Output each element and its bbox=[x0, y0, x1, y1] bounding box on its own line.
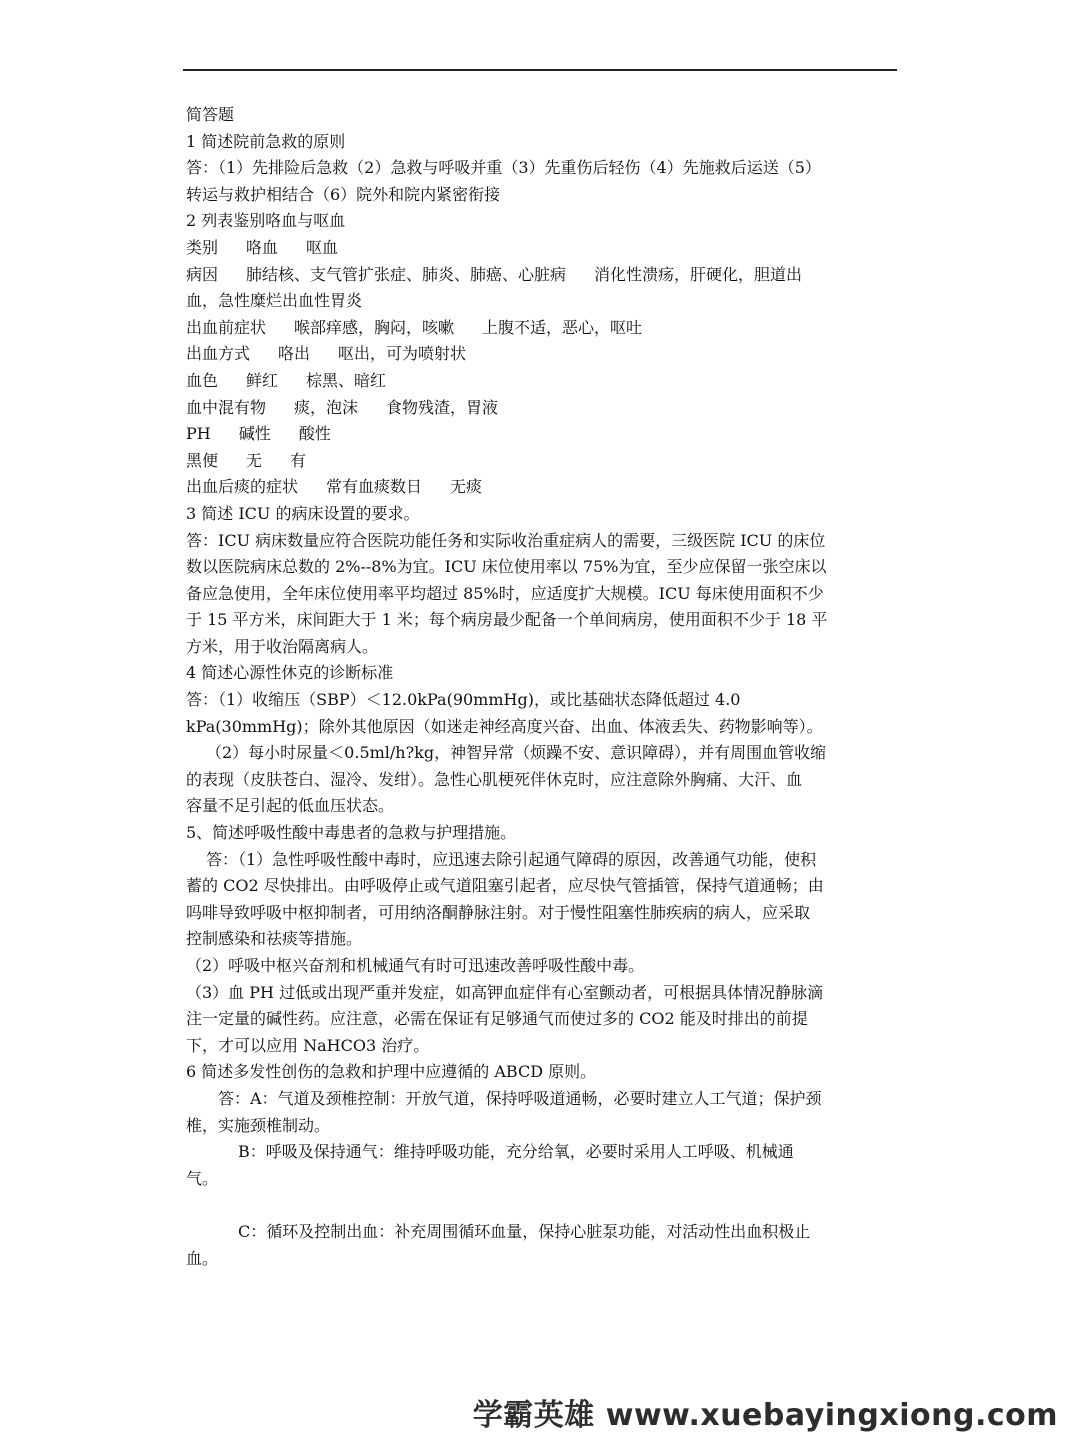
table-row bbox=[186, 421, 898, 448]
q5-answer-line: 吗啡导致呼吸中枢抑制者，可用纳洛酮静脉注射。对于慢性阻塞性肺疾病的病人，应采取 bbox=[186, 902, 811, 922]
q5-answer-line: 蓄的 CO2 尽快排出。由呼吸停止或气道阻塞引起者，应尽快气管插管，保持气道通畅；由 bbox=[186, 876, 824, 896]
hematemesis-cell: 食物残渣，胃液 bbox=[386, 397, 499, 417]
hemoptysis-cell: 痰，泡沫 bbox=[294, 397, 359, 417]
header-rule bbox=[183, 69, 897, 71]
q6-answer-line: C：循环及控制出血：补充周围循环血量，保持心脏泵功能，对活动性出血积极止 bbox=[238, 1221, 811, 1241]
table-row bbox=[186, 341, 898, 368]
table-row bbox=[186, 235, 898, 262]
q1-title: 1 简述院前急救的原则 bbox=[186, 131, 346, 151]
row-label: 血色 bbox=[186, 370, 219, 390]
q4-answer-line: 容量不足引起的低血压状态。 bbox=[186, 796, 395, 816]
section-title: 简答题 bbox=[186, 105, 235, 124]
q3-answer-line: 方米，用于收治隔离病人。 bbox=[186, 636, 379, 656]
hematemesis-cell: 消化性溃疡，肝硬化，胆道出 bbox=[594, 264, 803, 284]
hematemesis-cell: 无痰 bbox=[450, 477, 483, 497]
hemoptysis-cell: 咯血 bbox=[246, 237, 279, 257]
hematemesis-cell: 上腹不适，恶心，呕吐 bbox=[482, 317, 643, 337]
q3-answer-line: 答：ICU 病床数量应符合医院功能任务和实际收治重症病人的需要，三级医院 ICU 的床位 bbox=[186, 530, 826, 550]
q4-answer-line: kPa(30mmHg)；除外其他原因（如迷走神经高度兴奋、出血、体液丢失、药物影响等）。 bbox=[186, 716, 823, 736]
q3-answer-line: 备应急使用，全年床位使用率平均超过 85%时，应适度扩大规模。ICU 每床使用面积不少 bbox=[186, 583, 824, 603]
row-label: 病因 bbox=[186, 264, 219, 284]
hematemesis-cell: 棕黑、暗红 bbox=[306, 370, 387, 390]
q5-answer-line: 注一定量的碱性药。应注意，必需在保证有足够通气而使过多的 CO2 能及时排出的前提 bbox=[186, 1009, 808, 1029]
row-label: 出血方式 bbox=[186, 344, 251, 364]
q5-answer-line: 控制感染和祛痰等措施。 bbox=[186, 929, 363, 949]
q1-answer-line: 答：（1）先排险后急救（2）急救与呼吸并重（3）先重伤后轻伤（4）先施救后运送（5） bbox=[186, 158, 821, 178]
hematemesis-cell: 呕血 bbox=[306, 237, 339, 257]
q6-answer-line: 气。 bbox=[186, 1168, 219, 1188]
q5-title: 5、简述呼吸性酸中毒患者的急救与护理措施。 bbox=[186, 823, 517, 843]
table-row-continued: 血，急性糜烂出血性胃炎 bbox=[186, 291, 363, 311]
q4-answer-line: 答：（1）收缩压（SBP）＜12.0kPa(90mmHg)，或比基础状态降低超过 4.0 bbox=[186, 690, 741, 710]
q5-answer-line: （2）呼吸中枢兴奋剂和机械通气有时可迅速改善呼吸性酸中毒。 bbox=[186, 956, 645, 975]
row-label: 血中混有物 bbox=[186, 397, 267, 417]
row-label: 出血前症状 bbox=[186, 317, 267, 337]
q6-title: 6 简述多发性创伤的急救和护理中应遵循的 ABCD 原则。 bbox=[186, 1062, 597, 1082]
table-row bbox=[186, 315, 898, 342]
q1-answer-line: 转运与救护相结合（6）院外和院内紧密衔接 bbox=[186, 184, 501, 204]
q5-answer-line: 答：（1）急性呼吸性酸中毒时，应迅速去除引起通气障碍的原因，改善通气功能，使积 bbox=[206, 849, 817, 869]
row-label: 类别 bbox=[186, 237, 219, 257]
q5-answer-line: 下，才可以应用 NaHCO3 治疗。 bbox=[186, 1035, 430, 1055]
row-label: 黑便 bbox=[186, 450, 219, 470]
table-row bbox=[186, 474, 898, 501]
q2-title: 2 列表鉴别咯血与呕血 bbox=[186, 211, 346, 231]
hemoptysis-cell: 鲜红 bbox=[246, 370, 279, 390]
q6-answer-line: 椎，实施颈椎制动。 bbox=[186, 1115, 331, 1135]
row-label: 出血后痰的症状 bbox=[186, 477, 299, 497]
q6-answer-line: B：呼吸及保持通气：维持呼吸功能，充分给氧，必要时采用人工呼吸、机械通 bbox=[238, 1142, 794, 1162]
q4-title: 4 简述心源性休克的诊断标准 bbox=[186, 663, 394, 683]
hemoptysis-cell: 喉部痒感，胸闷，咳嗽 bbox=[294, 317, 455, 337]
table-row bbox=[186, 262, 898, 289]
q6-answer-line: 血。 bbox=[186, 1248, 219, 1268]
hemoptysis-cell: 咯出 bbox=[278, 344, 311, 364]
q4-answer-line: （2）每小时尿量＜0.5ml/h?kg，神智异常（烦躁不安、意识障碍），并有周围血管收缩 bbox=[206, 743, 827, 763]
hemoptysis-cell: 碱性 bbox=[238, 424, 271, 444]
site-watermark: 学霸英雄 www.xuebayingxiong.com bbox=[472, 1398, 1058, 1433]
hematemesis-cell: 呕出，可为喷射状 bbox=[338, 344, 467, 364]
table-row bbox=[186, 448, 898, 475]
table-row bbox=[186, 368, 898, 395]
q6-answer-line: 答：A：气道及颈椎控制：开放气道，保持呼吸道通畅，必要时建立人工气道；保护颈 bbox=[218, 1088, 822, 1108]
row-label: PH bbox=[186, 424, 211, 444]
q3-answer-line: 于 15 平方米，床间距大于 1 米；每个病房最少配备一个单间病房，使用面积不少于 18 平 bbox=[186, 610, 828, 630]
hematemesis-cell: 酸性 bbox=[298, 424, 331, 444]
q3-title: 3 简述 ICU 的病床设置的要求。 bbox=[186, 503, 420, 523]
hematemesis-cell: 有 bbox=[290, 450, 307, 470]
hemoptysis-cell: 肺结核、支气管扩张症、肺炎、肺癌、心脏病 bbox=[246, 264, 567, 284]
q4-answer-line: 的表现（皮肤苍白、湿冷、发绀）。急性心肌梗死伴休克时，应注意除外胸痛、大汗、血 bbox=[186, 769, 803, 789]
q3-answer-line: 数以医院病床总数的 2%--8%为宜。ICU 床位使用率以 75%为宜，至少应保留一张空床以 bbox=[186, 557, 827, 577]
hemoptysis-cell: 无 bbox=[246, 450, 263, 470]
spacer bbox=[186, 1192, 898, 1219]
document-body bbox=[186, 102, 898, 1272]
table-row bbox=[186, 395, 898, 422]
hemoptysis-cell: 常有血痰数日 bbox=[326, 477, 423, 497]
comparison-table bbox=[186, 235, 898, 501]
q5-answer-line: （3）血 PH 过低或出现严重并发症，如高钾血症伴有心室颤动者，可根据具体情况静脉滴 bbox=[186, 982, 824, 1002]
